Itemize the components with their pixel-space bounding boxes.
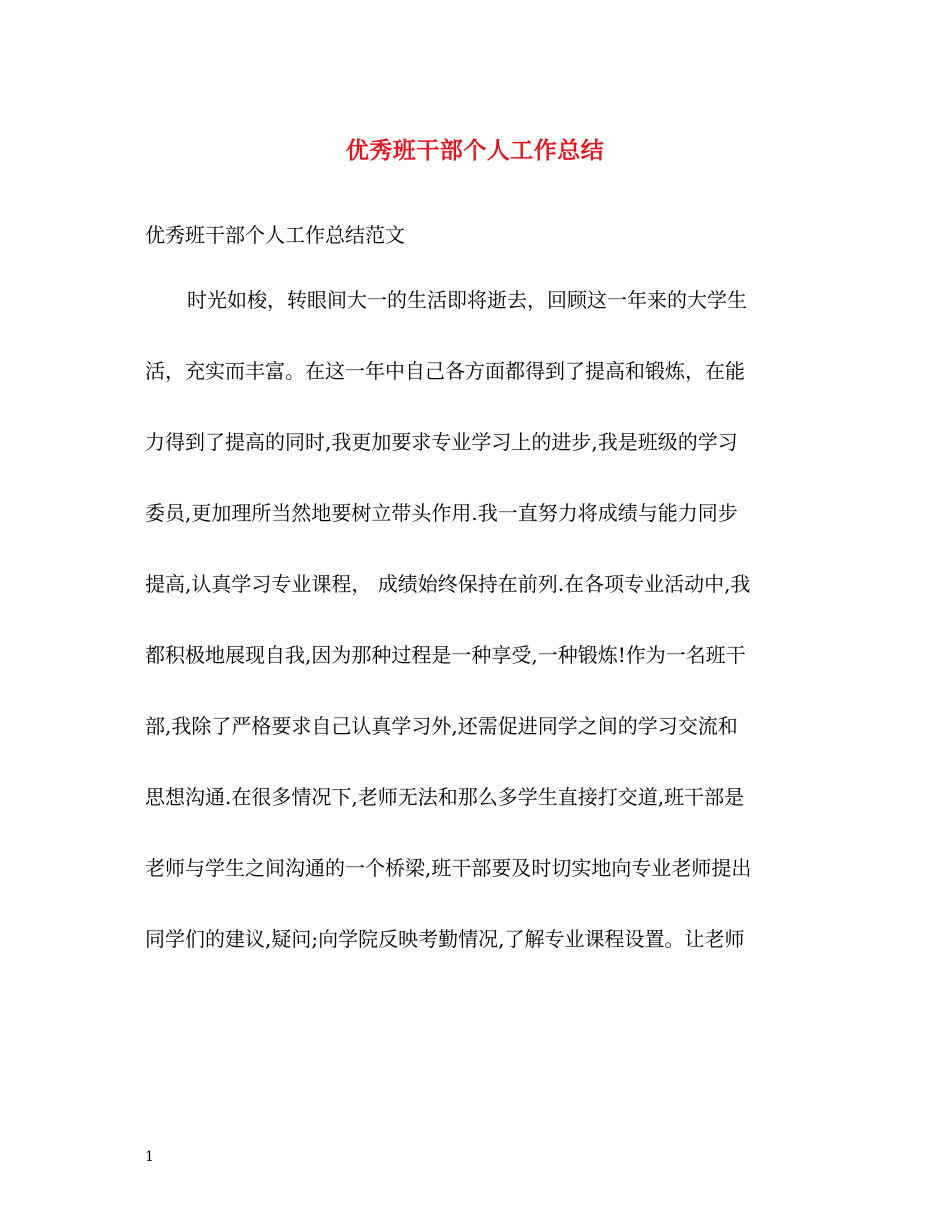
paragraph-line: 思想沟通.在很多情况下,老师无法和那么多学生直接打交道,班干部是 xyxy=(145,785,745,809)
paragraph-line: 老师与学生之间沟通的一个桥梁,班干部要及时切实地向专业老师提出 xyxy=(145,856,752,880)
paragraph-line: 部,我除了严格要求自己认真学习外,还需促进同学之间的学习交流和 xyxy=(145,714,738,738)
paragraph-line: 提高,认真学习专业课程， 成绩始终保持在前列.在各项专业活动中,我 xyxy=(145,572,751,596)
paragraph-line: 同学们的建议,疑问;向学院反映考勤情况,了解专业课程设置。让老师 xyxy=(145,927,745,951)
document-body xyxy=(145,283,807,993)
paragraph-line: 时光如梭，转眼间大一的生活即将逝去，回顾这一年来的大学生 xyxy=(187,288,747,312)
paragraph-line: 活，充实而丰富。在这一年中自己各方面都得到了提高和锻炼，在能 xyxy=(145,359,745,383)
paragraph-line: 力得到了提高的同时,我更加要求专业学习上的进步,我是班级的学习 xyxy=(145,430,738,454)
document-subtitle: 优秀班干部个人工作总结范文 xyxy=(145,223,405,247)
paragraph-line: 都积极地展现自我,因为那种过程是一种享受,一种锻炼!作为一名班干 xyxy=(145,643,746,667)
page-number: 1 xyxy=(145,1149,154,1165)
paragraph-line: 委员,更加理所当然地要树立带头作用.我一直努力将成绩与能力同步 xyxy=(145,501,738,525)
document-title: 优秀班干部个人工作总结 xyxy=(345,137,605,164)
